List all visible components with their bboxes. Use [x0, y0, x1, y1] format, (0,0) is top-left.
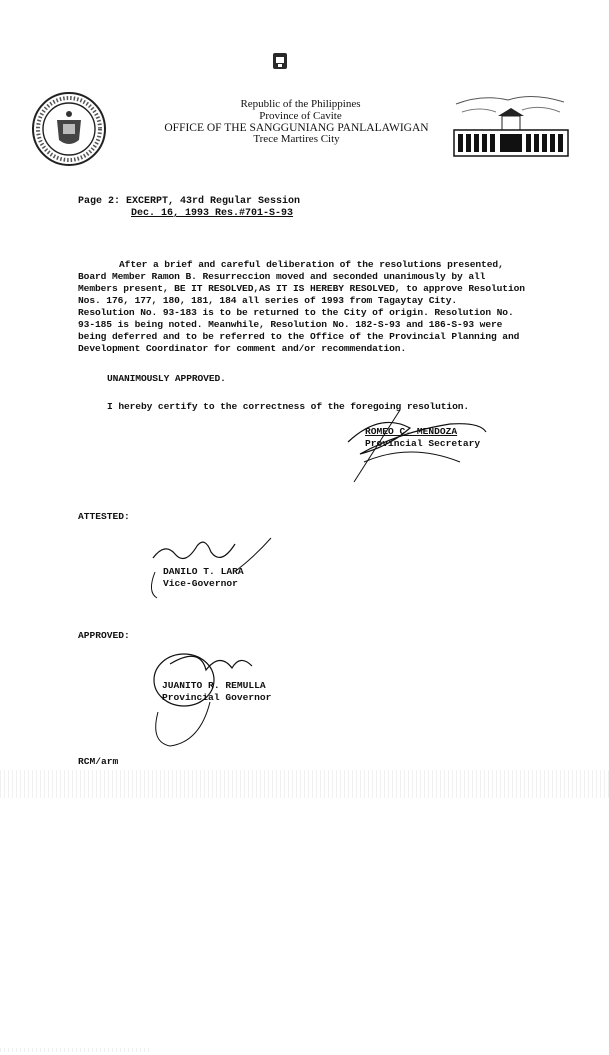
scan-noise — [0, 770, 609, 798]
body-line: Board Member Ramon B. Resurreccion moved and seconded unanimously by all — [78, 271, 486, 282]
vice-governor-title: Vice-Governor — [163, 578, 238, 589]
reference-initials: RCM/arm — [78, 756, 119, 767]
body-line: Members present, BE IT RESOLVED,AS IT IS HEREBY RESOLVED, to approve Resolution — [78, 283, 525, 294]
governor-name: JUANITO R. REMULLA — [162, 680, 266, 691]
body-line: Nos. 176, 177, 180, 181, 184 all series of 1993 from Tagaytay City. — [78, 295, 458, 306]
body-line: 93-185 is being noted. Meanwhile, Resolution No. 182-S-93 and 186-S-93 were — [78, 319, 503, 330]
approval-statement: UNANIMOUSLY APPROVED. — [107, 373, 226, 384]
body-line: After a brief and careful deliberation of the resolutions presented, — [119, 259, 504, 270]
letterhead-province: Province of Cavite — [259, 110, 342, 122]
scan-noise — [0, 1048, 150, 1052]
secretary-title: Provincial Secretary — [365, 438, 481, 449]
governor-title: Provincial Governor — [162, 692, 272, 703]
top-emblem-icon — [272, 52, 288, 70]
letterhead-republic: Republic of the Philippines — [240, 98, 361, 110]
excerpt-date-resolution: Dec. 16, 1993 Res.#701-S-93 — [131, 208, 294, 219]
certification-statement: I hereby certify to the correctness of the foregoing resolution. — [107, 401, 470, 412]
letterhead-office: OFFICE OF THE SANGGUNIANG PANLALAWIGAN — [164, 122, 429, 134]
attested-label: ATTESTED: — [78, 511, 130, 522]
approved-label: APPROVED: — [78, 630, 130, 641]
body-line: Resolution No. 93-183 is to be returned to the City of origin. Resolution No. — [78, 307, 514, 318]
excerpt-heading: Page 2: EXCERPT, 43rd Regular Session — [78, 196, 301, 207]
body-line: being deferred and to be referred to the Office of the Provincial Planning and — [78, 331, 520, 342]
body-line: Development Coordinator for comment and/or recommendation. — [78, 343, 407, 354]
vice-governor-name: DANILO T. LARA — [163, 566, 244, 577]
letterhead-city: Trece Martires City — [253, 133, 340, 145]
secretary-name: ROMEO C. MENDOZA — [365, 426, 458, 437]
